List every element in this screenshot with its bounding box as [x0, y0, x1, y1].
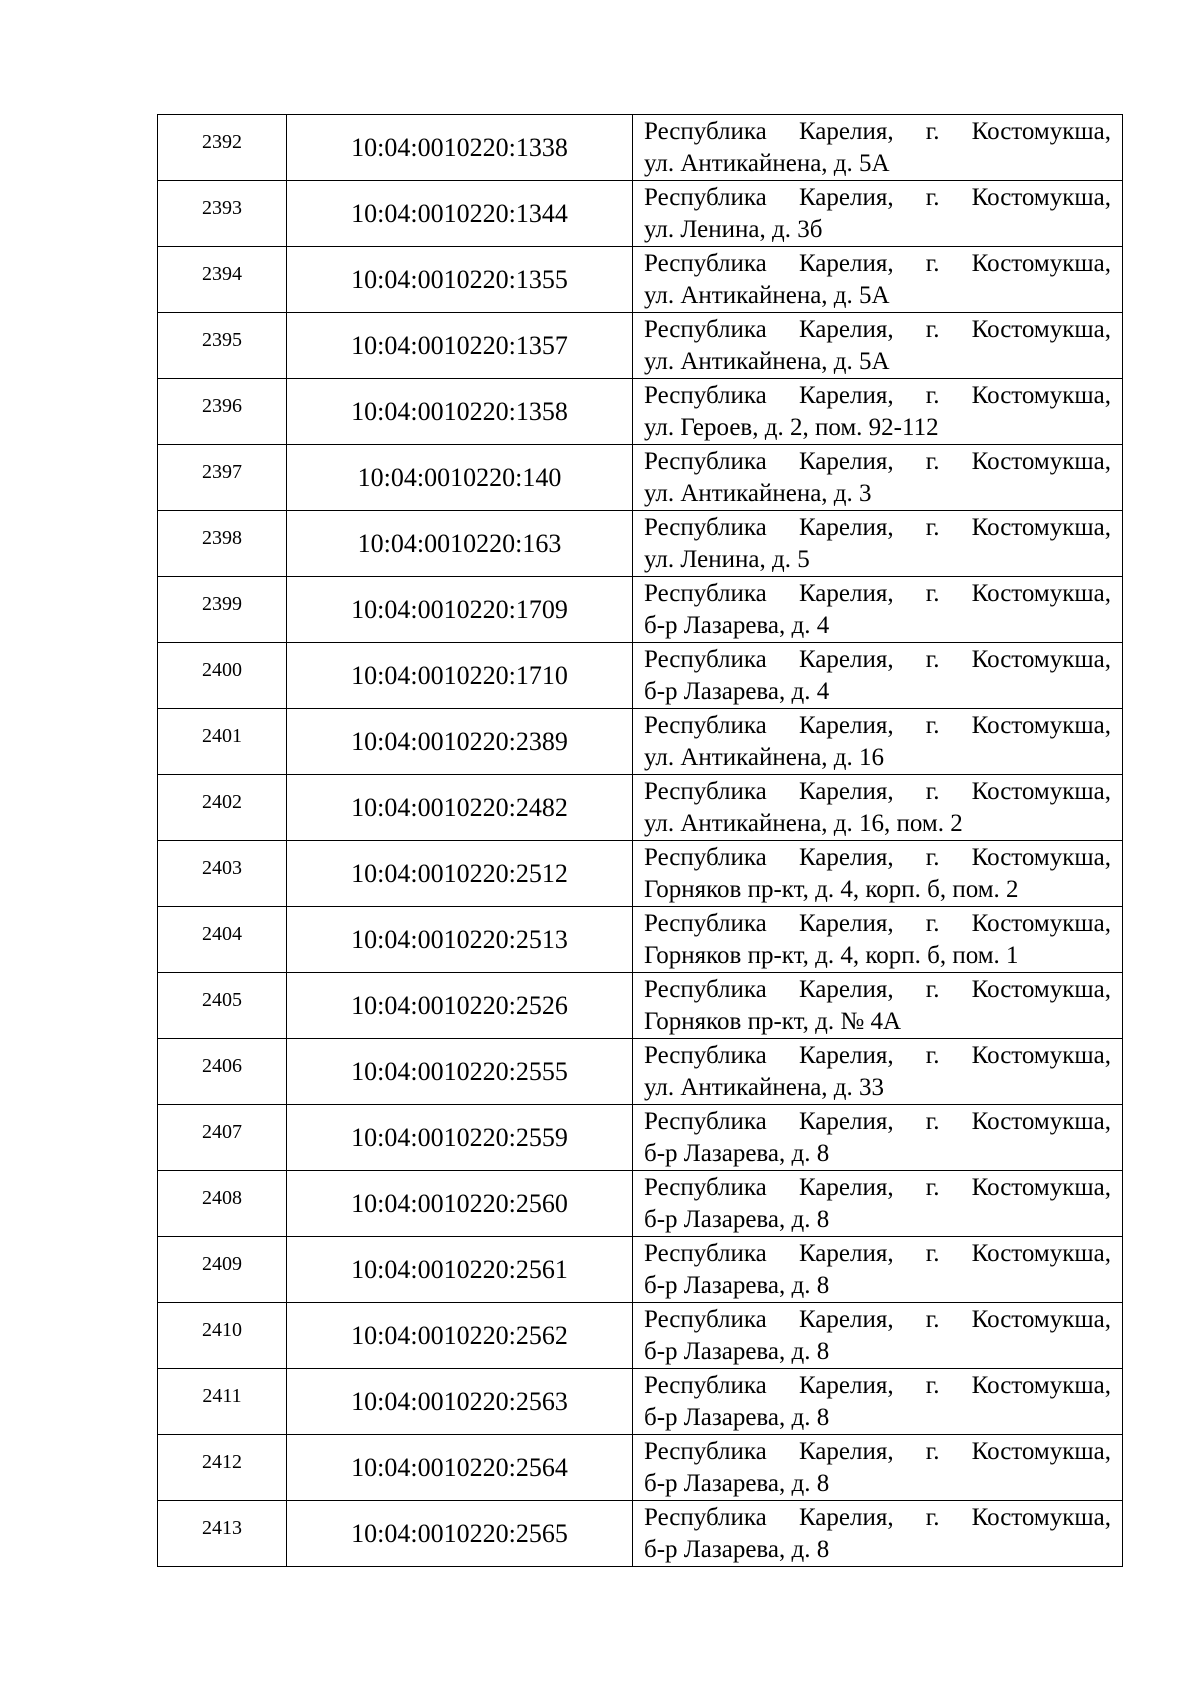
address-line-street: ул. Ленина, д. 3б	[644, 216, 823, 243]
address-cell	[633, 1369, 1123, 1435]
cadastral-number: 10:04:0010220:1355	[287, 247, 633, 313]
row-number: 2403	[158, 841, 287, 907]
address-line-region: Республика Карелия, г. Костомукша,	[644, 646, 1111, 673]
address-cell	[633, 1435, 1123, 1501]
cadastral-number: 10:04:0010220:2513	[287, 907, 633, 973]
row-number: 2407	[158, 1105, 287, 1171]
address-line-street: Горняков пр-кт, д. 4, корп. б, пом. 1	[644, 942, 1019, 969]
cadastral-number: 10:04:0010220:2561	[287, 1237, 633, 1303]
address-line-region: Республика Карелия, г. Костомукша,	[644, 1240, 1111, 1267]
address-cell	[633, 379, 1123, 445]
cadastral-number: 10:04:0010220:163	[287, 511, 633, 577]
table-row	[158, 181, 1123, 247]
address-line-street: б-р Лазарева, д. 4	[644, 612, 830, 639]
address-cell	[633, 775, 1123, 841]
address-line-region: Республика Карелия, г. Костомукша,	[644, 712, 1111, 739]
address-line-region: Республика Карелия, г. Костомукша,	[644, 382, 1111, 409]
address-cell	[633, 1501, 1123, 1567]
cadastral-number: 10:04:0010220:2526	[287, 973, 633, 1039]
table-row	[158, 247, 1123, 313]
address-cell	[633, 841, 1123, 907]
table-row	[158, 1171, 1123, 1237]
address-cell	[633, 511, 1123, 577]
address-line-street: б-р Лазарева, д. 8	[644, 1206, 830, 1233]
cadastral-number: 10:04:0010220:1710	[287, 643, 633, 709]
address-line-street: ул. Антикайнена, д. 5А	[644, 348, 890, 375]
row-number: 2412	[158, 1435, 287, 1501]
address-line-street: ул. Антикайнена, д. 16	[644, 744, 885, 771]
address-cell	[633, 1303, 1123, 1369]
cadastral-number: 10:04:0010220:1357	[287, 313, 633, 379]
row-number: 2411	[158, 1369, 287, 1435]
cadastral-number: 10:04:0010220:2482	[287, 775, 633, 841]
cadastral-number: 10:04:0010220:1344	[287, 181, 633, 247]
address-line-region: Республика Карелия, г. Костомукша,	[644, 1372, 1111, 1399]
address-cell	[633, 973, 1123, 1039]
row-number: 2398	[158, 511, 287, 577]
row-number: 2393	[158, 181, 287, 247]
row-number: 2399	[158, 577, 287, 643]
address-line-street: ул. Антикайнена, д. 5А	[644, 282, 890, 309]
address-line-street: б-р Лазарева, д. 8	[644, 1536, 830, 1563]
cadastral-number: 10:04:0010220:2560	[287, 1171, 633, 1237]
table-row	[158, 775, 1123, 841]
row-number: 2409	[158, 1237, 287, 1303]
table-row	[158, 445, 1123, 511]
row-number: 2400	[158, 643, 287, 709]
cadastral-number: 10:04:0010220:2512	[287, 841, 633, 907]
address-cell	[633, 1237, 1123, 1303]
address-line-region: Республика Карелия, г. Костомукша,	[644, 1438, 1111, 1465]
address-line-street: ул. Героев, д. 2, пом. 92-112	[644, 414, 939, 441]
address-line-street: б-р Лазарева, д. 8	[644, 1140, 830, 1167]
cadastral-number: 10:04:0010220:2389	[287, 709, 633, 775]
address-line-region: Республика Карелия, г. Костомукша,	[644, 778, 1111, 805]
table-row	[158, 1501, 1123, 1567]
row-number: 2401	[158, 709, 287, 775]
address-cell	[633, 907, 1123, 973]
row-number: 2405	[158, 973, 287, 1039]
registry-table	[157, 114, 1123, 1567]
address-line-region: Республика Карелия, г. Костомукша,	[644, 1306, 1111, 1333]
table-row	[158, 643, 1123, 709]
address-line-region: Республика Карелия, г. Костомукша,	[644, 448, 1111, 475]
row-number: 2413	[158, 1501, 287, 1567]
address-line-region: Республика Карелия, г. Костомукша,	[644, 118, 1111, 145]
address-line-region: Республика Карелия, г. Костомукша,	[644, 1174, 1111, 1201]
row-number: 2406	[158, 1039, 287, 1105]
row-number: 2394	[158, 247, 287, 313]
address-line-region: Республика Карелия, г. Костомукша,	[644, 514, 1111, 541]
table-row	[158, 379, 1123, 445]
address-cell	[633, 643, 1123, 709]
table-row	[158, 1237, 1123, 1303]
address-cell	[633, 313, 1123, 379]
address-cell	[633, 1105, 1123, 1171]
table-row	[158, 709, 1123, 775]
address-cell	[633, 445, 1123, 511]
address-line-region: Республика Карелия, г. Костомукша,	[644, 910, 1111, 937]
address-line-street: ул. Антикайнена, д. 3	[644, 480, 872, 507]
address-line-street: ул. Антикайнена, д. 33	[644, 1074, 885, 1101]
row-number: 2404	[158, 907, 287, 973]
table-row	[158, 1369, 1123, 1435]
address-line-region: Республика Карелия, г. Костомукша,	[644, 844, 1111, 871]
address-cell	[633, 577, 1123, 643]
table-row	[158, 1435, 1123, 1501]
address-line-street: Горняков пр-кт, д. 4, корп. б, пом. 2	[644, 876, 1019, 903]
address-line-region: Республика Карелия, г. Костомукша,	[644, 1108, 1111, 1135]
address-line-street: Горняков пр-кт, д. № 4А	[644, 1008, 902, 1035]
address-line-region: Республика Карелия, г. Костомукша,	[644, 250, 1111, 277]
cadastral-number: 10:04:0010220:1709	[287, 577, 633, 643]
address-line-region: Республика Карелия, г. Костомукша,	[644, 976, 1111, 1003]
address-cell	[633, 247, 1123, 313]
address-line-region: Республика Карелия, г. Костомукша,	[644, 580, 1111, 607]
table-row	[158, 511, 1123, 577]
address-line-region: Республика Карелия, г. Костомукша,	[644, 1042, 1111, 1069]
address-cell	[633, 181, 1123, 247]
row-number: 2408	[158, 1171, 287, 1237]
cadastral-number: 10:04:0010220:2563	[287, 1369, 633, 1435]
row-number: 2410	[158, 1303, 287, 1369]
row-number: 2402	[158, 775, 287, 841]
address-cell	[633, 1171, 1123, 1237]
address-line-street: б-р Лазарева, д. 8	[644, 1404, 830, 1431]
address-cell	[633, 115, 1123, 181]
address-line-street: ул. Антикайнена, д. 5А	[644, 150, 890, 177]
address-line-region: Республика Карелия, г. Костомукша,	[644, 316, 1111, 343]
address-line-street: б-р Лазарева, д. 4	[644, 678, 830, 705]
table-row	[158, 577, 1123, 643]
table-row	[158, 115, 1123, 181]
row-number: 2392	[158, 115, 287, 181]
cadastral-number: 10:04:0010220:2565	[287, 1501, 633, 1567]
table-row	[158, 907, 1123, 973]
row-number: 2396	[158, 379, 287, 445]
table-row	[158, 841, 1123, 907]
table-row	[158, 1105, 1123, 1171]
address-line-street: б-р Лазарева, д. 8	[644, 1338, 830, 1365]
table-row	[158, 973, 1123, 1039]
cadastral-number: 10:04:0010220:2559	[287, 1105, 633, 1171]
cadastral-number: 10:04:0010220:1338	[287, 115, 633, 181]
table-row	[158, 1303, 1123, 1369]
table-row	[158, 1039, 1123, 1105]
row-number: 2397	[158, 445, 287, 511]
cadastral-number: 10:04:0010220:1358	[287, 379, 633, 445]
address-cell	[633, 709, 1123, 775]
address-line-street: ул. Антикайнена, д. 16, пом. 2	[644, 810, 963, 837]
address-line-region: Республика Карелия, г. Костомукша,	[644, 184, 1111, 211]
address-line-street: б-р Лазарева, д. 8	[644, 1470, 830, 1497]
registry-table-body	[158, 115, 1123, 1567]
address-line-region: Республика Карелия, г. Костомукша,	[644, 1504, 1111, 1531]
cadastral-number: 10:04:0010220:2562	[287, 1303, 633, 1369]
table-row	[158, 313, 1123, 379]
address-line-street: ул. Ленина, д. 5	[644, 546, 810, 573]
row-number: 2395	[158, 313, 287, 379]
address-cell	[633, 1039, 1123, 1105]
address-line-street: б-р Лазарева, д. 8	[644, 1272, 830, 1299]
cadastral-number: 10:04:0010220:2555	[287, 1039, 633, 1105]
cadastral-number: 10:04:0010220:2564	[287, 1435, 633, 1501]
cadastral-number: 10:04:0010220:140	[287, 445, 633, 511]
